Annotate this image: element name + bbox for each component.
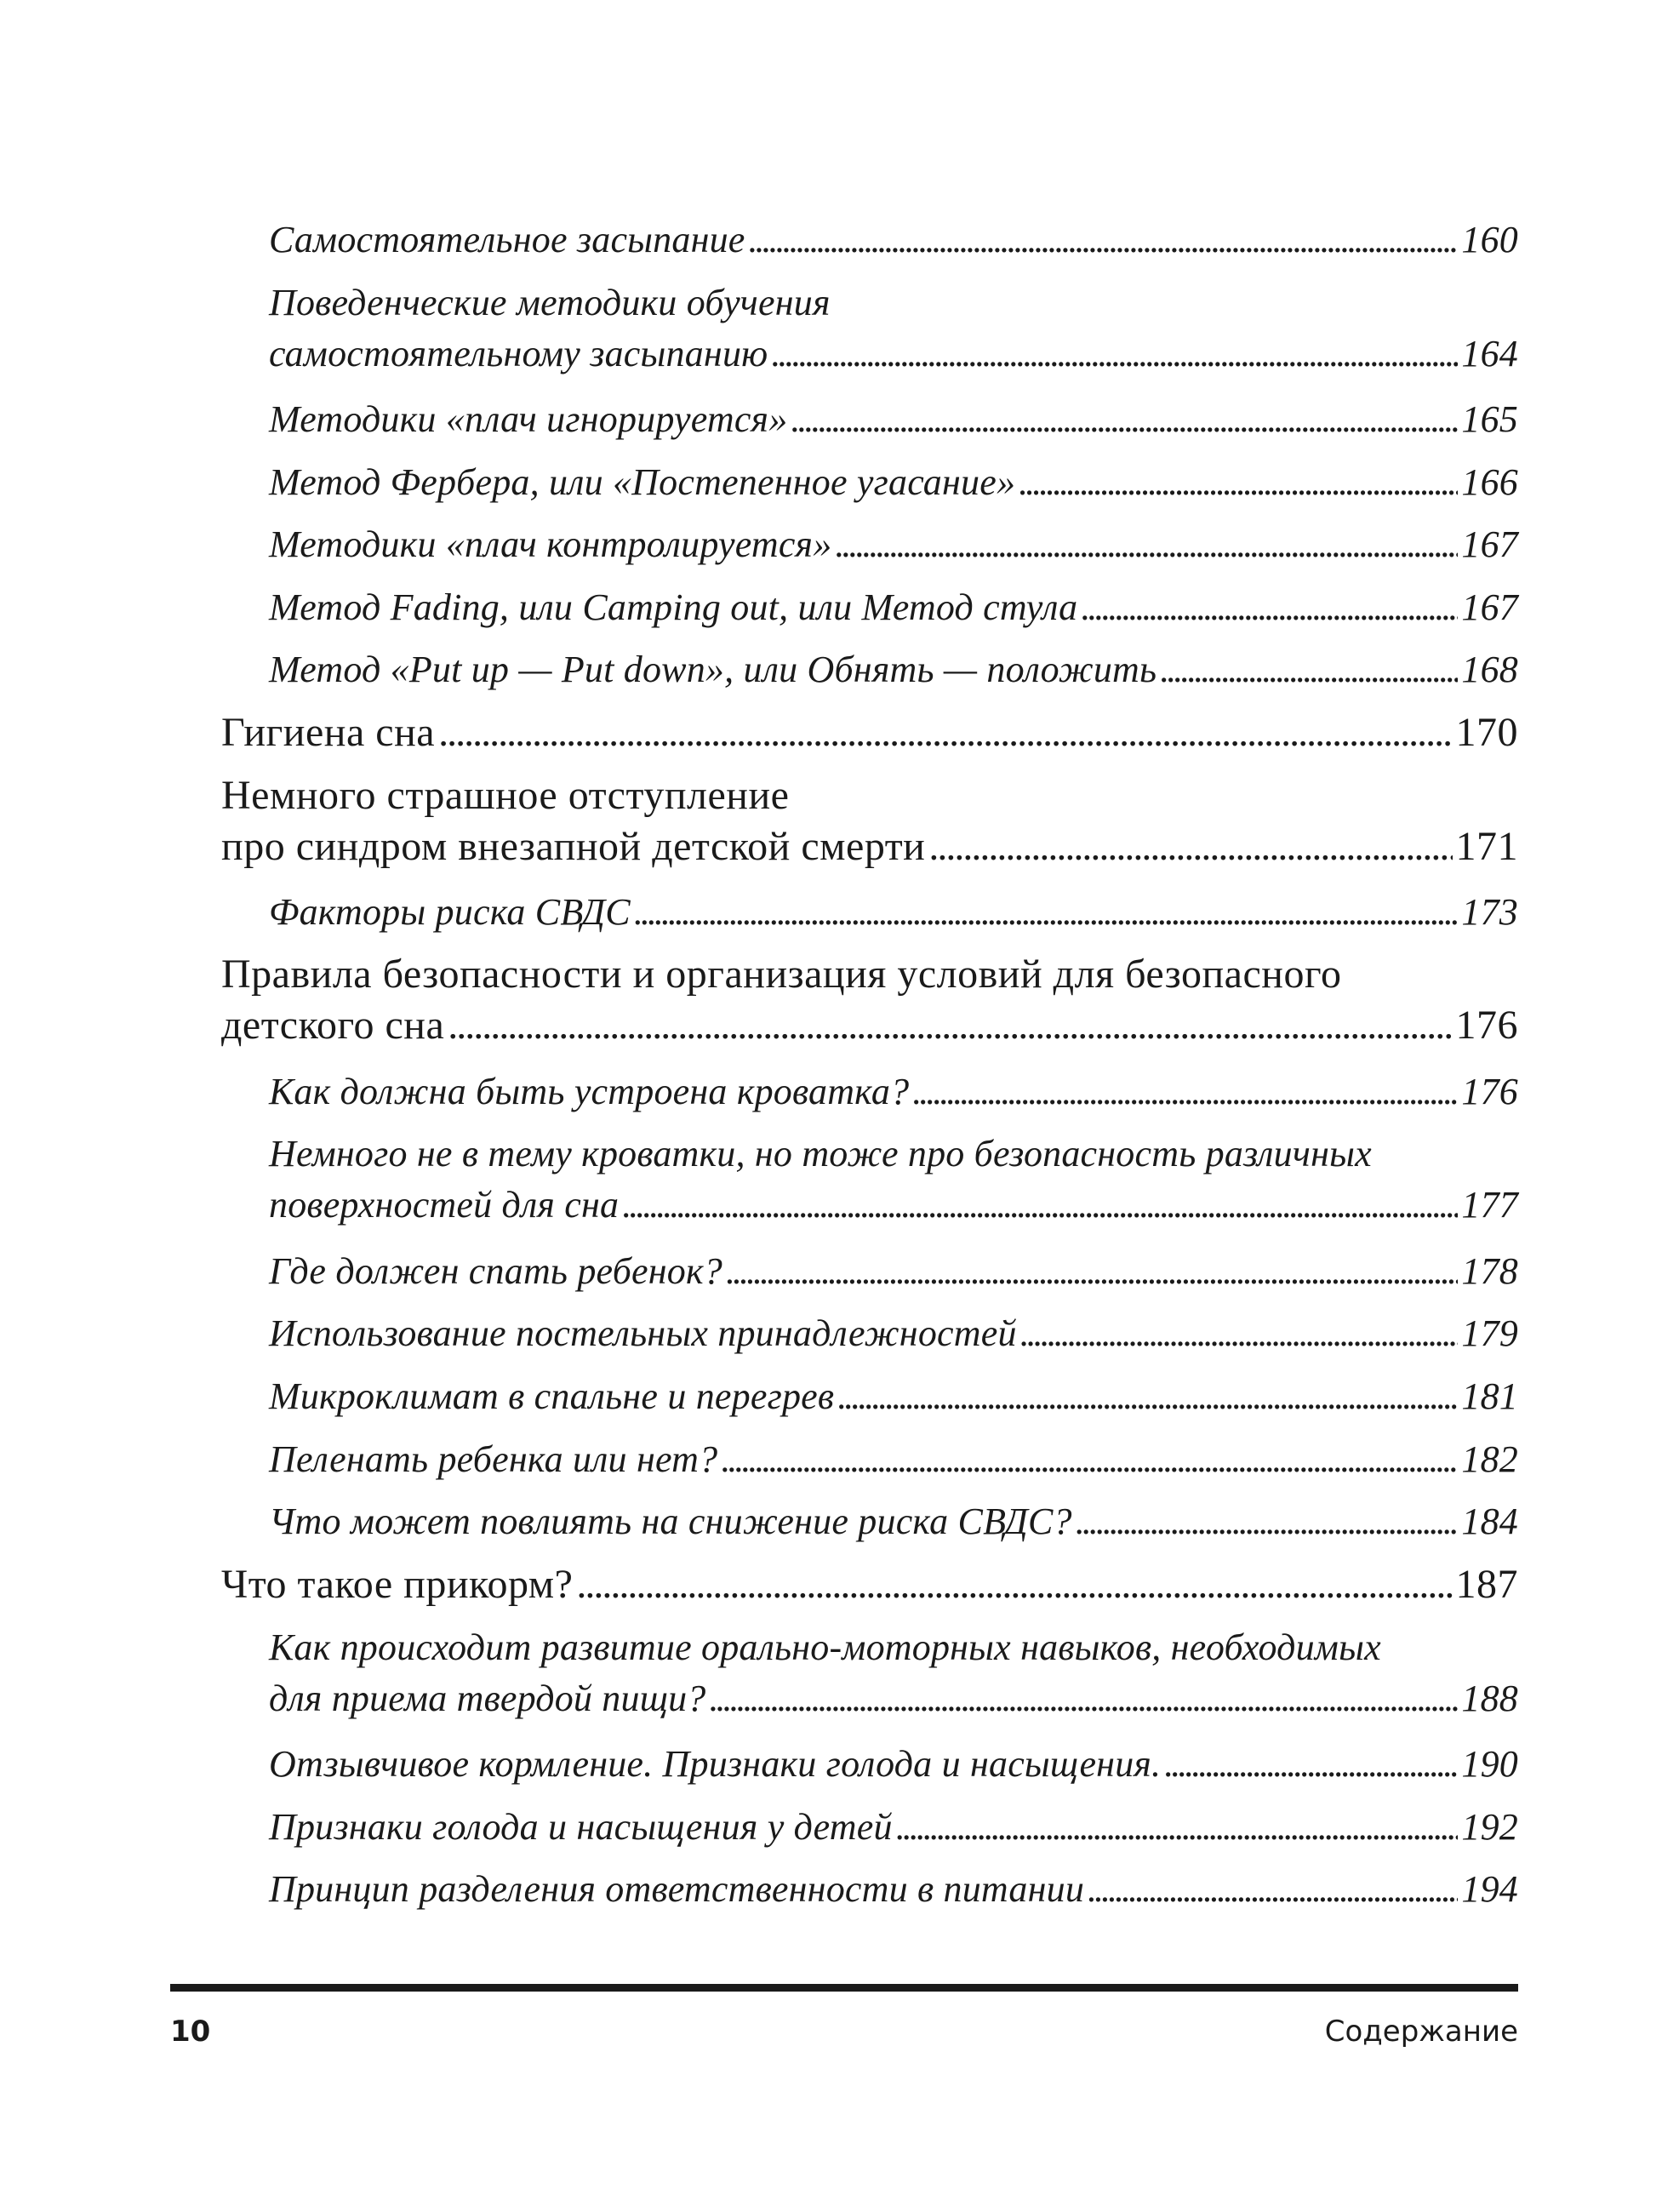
- toc-entry-title-line: Немного страшное отступление: [221, 773, 790, 818]
- toc-entry-row: [269, 644, 1518, 695]
- toc-entry-page: 182: [1461, 1438, 1518, 1480]
- dot-leader: [634, 887, 1459, 938]
- dot-leader: [726, 1246, 1458, 1297]
- toc-entry-title: Принцип разделения ответственности в питании: [269, 1868, 1085, 1910]
- dot-leader: [837, 1371, 1458, 1422]
- dot-leader: [438, 707, 1452, 758]
- toc-entry-title: Метод Фербера, или «Постепенное угасание»: [269, 461, 1016, 503]
- toc-entry-page: 188: [1461, 1678, 1518, 1719]
- dot-leader: [721, 1434, 1458, 1485]
- toc-entry-row: [269, 582, 1518, 633]
- toc-entry-title: Пеленать ребенка или нет?: [269, 1438, 718, 1480]
- toc-entry-title: Факторы риска СВДС: [269, 891, 631, 933]
- toc-entry-page: 184: [1461, 1500, 1518, 1542]
- toc-entry-row: [269, 1308, 1518, 1359]
- toc-entry: [269, 214, 1518, 266]
- toc-entry-row: [269, 1066, 1518, 1117]
- toc-entry-row: [269, 1864, 1518, 1915]
- toc-entry-title-line: Немного не в тему кроватки, но тоже про безопасность различных: [269, 1133, 1372, 1175]
- toc-entry-page: 173: [1461, 891, 1518, 933]
- toc-entry-title: Микроклимат в спальне и перегрев: [269, 1375, 835, 1417]
- toc-entry-title: Отзывчивое кормление. Признаки голода и насыщения.: [269, 1743, 1162, 1785]
- toc-entry-row: [221, 1000, 1518, 1051]
- toc-entry-title: про синдром внезапной детской смерти: [221, 824, 926, 869]
- toc-entry-row: [269, 887, 1518, 938]
- dot-leader: [791, 394, 1458, 445]
- toc-entry-row: [269, 1180, 1518, 1231]
- toc-entry: [269, 394, 1518, 445]
- toc-entry-title: Использование постельных принадлежностей: [269, 1312, 1017, 1354]
- toc-entry-row: [269, 394, 1518, 445]
- toc-entry-title: Метод Fading, или Camping out, или Метод стула: [269, 586, 1078, 628]
- dot-leader: [710, 1673, 1459, 1724]
- toc-entry-page: 165: [1461, 398, 1518, 440]
- toc-entry-page: 168: [1461, 649, 1518, 690]
- toc-entry-row: [269, 1802, 1518, 1853]
- toc-entry: [221, 770, 1518, 872]
- toc-entry: [221, 949, 1518, 1051]
- toc-entry-page: 160: [1461, 219, 1518, 260]
- footer-rule: [170, 1984, 1518, 1992]
- toc-entry-title-line: Как происходит развитие орально-моторных навыков, необходимых: [269, 1626, 1381, 1668]
- toc-entry-page: 166: [1461, 461, 1518, 503]
- toc-entry-title-line: Поведенческие методики обучения: [269, 282, 831, 323]
- toc-entry-title: Что может повлиять на снижение риска СВДС?: [269, 1500, 1072, 1542]
- toc-entry-page: 176: [1461, 1071, 1518, 1112]
- toc-entry-title: Как должна быть устроена кроватка?: [269, 1071, 910, 1112]
- running-footer-title: Содержание: [1324, 2015, 1518, 2049]
- toc-entry-page: 190: [1461, 1743, 1518, 1785]
- toc-entry-row: [269, 1434, 1518, 1485]
- toc-entry-title: Методики «плач контролируется»: [269, 523, 832, 565]
- dot-leader: [835, 519, 1458, 570]
- toc-entry: [269, 1802, 1518, 1853]
- toc-entry-title: Что такое прикорм?: [221, 1562, 574, 1607]
- toc-entry: [269, 519, 1518, 570]
- toc-entry-title: Метод «Put up — Put down», или Обнять — положить: [269, 649, 1157, 690]
- toc-entry: [269, 1496, 1518, 1547]
- toc-entry-row: [269, 329, 1518, 380]
- dot-leader: [896, 1802, 1459, 1853]
- toc-entry-page: 177: [1461, 1184, 1518, 1226]
- toc-entry-title-line: Правила безопасности и организация условий для безопасного: [221, 952, 1342, 997]
- dot-leader: [928, 821, 1452, 872]
- toc-entry-row: [221, 707, 1518, 758]
- toc-entry-title: Где должен спать ребенок?: [269, 1250, 722, 1292]
- toc-entry: [269, 1308, 1518, 1359]
- toc-entry-row: [269, 1673, 1518, 1724]
- toc-entry-row: [221, 1559, 1518, 1610]
- toc-entry: [269, 1864, 1518, 1915]
- dot-leader: [576, 1559, 1452, 1610]
- toc-entry-page: 179: [1461, 1312, 1518, 1354]
- dot-leader: [749, 214, 1459, 266]
- toc-entry-page: 176: [1455, 1003, 1518, 1048]
- toc-entry-title: для приема твердой пищи?: [269, 1678, 706, 1719]
- toc-entry: [269, 1066, 1518, 1117]
- dot-leader: [1088, 1864, 1458, 1915]
- toc-entry-page: 171: [1455, 824, 1518, 869]
- dot-leader: [1160, 644, 1458, 695]
- dot-leader: [1076, 1496, 1459, 1547]
- toc-entry-title: самостоятельному засыпанию: [269, 333, 768, 374]
- dot-leader: [1020, 1308, 1459, 1359]
- dot-leader: [1164, 1739, 1458, 1790]
- toc-entry: [269, 582, 1518, 633]
- toc-entry-page: 187: [1455, 1562, 1518, 1607]
- dot-leader: [771, 329, 1458, 380]
- dot-leader: [1019, 457, 1458, 508]
- dot-leader: [912, 1066, 1458, 1117]
- toc-entry-page: 167: [1461, 586, 1518, 628]
- toc-entry: [269, 457, 1518, 508]
- toc-entry-row: [269, 214, 1518, 266]
- toc-entry-title: поверхностей для сна: [269, 1184, 620, 1226]
- toc-entry: [269, 644, 1518, 695]
- toc-entry-row: [269, 519, 1518, 570]
- toc-entry-page: 194: [1461, 1868, 1518, 1910]
- toc-entry: [221, 1559, 1518, 1610]
- toc-entry-title: Признаки голода и насыщения у детей: [269, 1806, 893, 1848]
- toc-entry: [221, 707, 1518, 758]
- toc-entry-page: 192: [1461, 1806, 1518, 1848]
- toc-entry: [269, 1129, 1518, 1231]
- toc-entry-row: [269, 457, 1518, 508]
- toc-entry: [269, 1739, 1518, 1790]
- toc-entry-row: [269, 1371, 1518, 1422]
- toc-entry-page: 167: [1461, 523, 1518, 565]
- toc-entry-page: 178: [1461, 1250, 1518, 1292]
- toc-entry-title: детского сна: [221, 1003, 445, 1048]
- toc-entry-page: 181: [1461, 1375, 1518, 1417]
- dot-leader: [448, 1000, 1452, 1051]
- toc-entry: [269, 1246, 1518, 1297]
- toc-entry-title: Методики «плач игнорируется»: [269, 398, 788, 440]
- toc-entry: [269, 277, 1518, 380]
- toc-entry-row: [269, 1246, 1518, 1297]
- toc-entry-row: [269, 1496, 1518, 1547]
- dot-leader: [1081, 582, 1458, 633]
- toc-entry-page: 170: [1455, 710, 1518, 755]
- toc-entry-title: Самостоятельное засыпание: [269, 219, 745, 260]
- toc-entry: [269, 1434, 1518, 1485]
- toc-entry-page: 164: [1461, 333, 1518, 374]
- page-number: 10: [170, 2015, 211, 2049]
- toc-entry: [269, 1622, 1518, 1724]
- toc-entry: [269, 1371, 1518, 1422]
- toc-entry: [269, 887, 1518, 938]
- toc-entry-row: [269, 1739, 1518, 1790]
- toc-entry-row: [221, 821, 1518, 872]
- toc-entry-title: Гигиена сна: [221, 710, 436, 755]
- dot-leader: [622, 1180, 1458, 1231]
